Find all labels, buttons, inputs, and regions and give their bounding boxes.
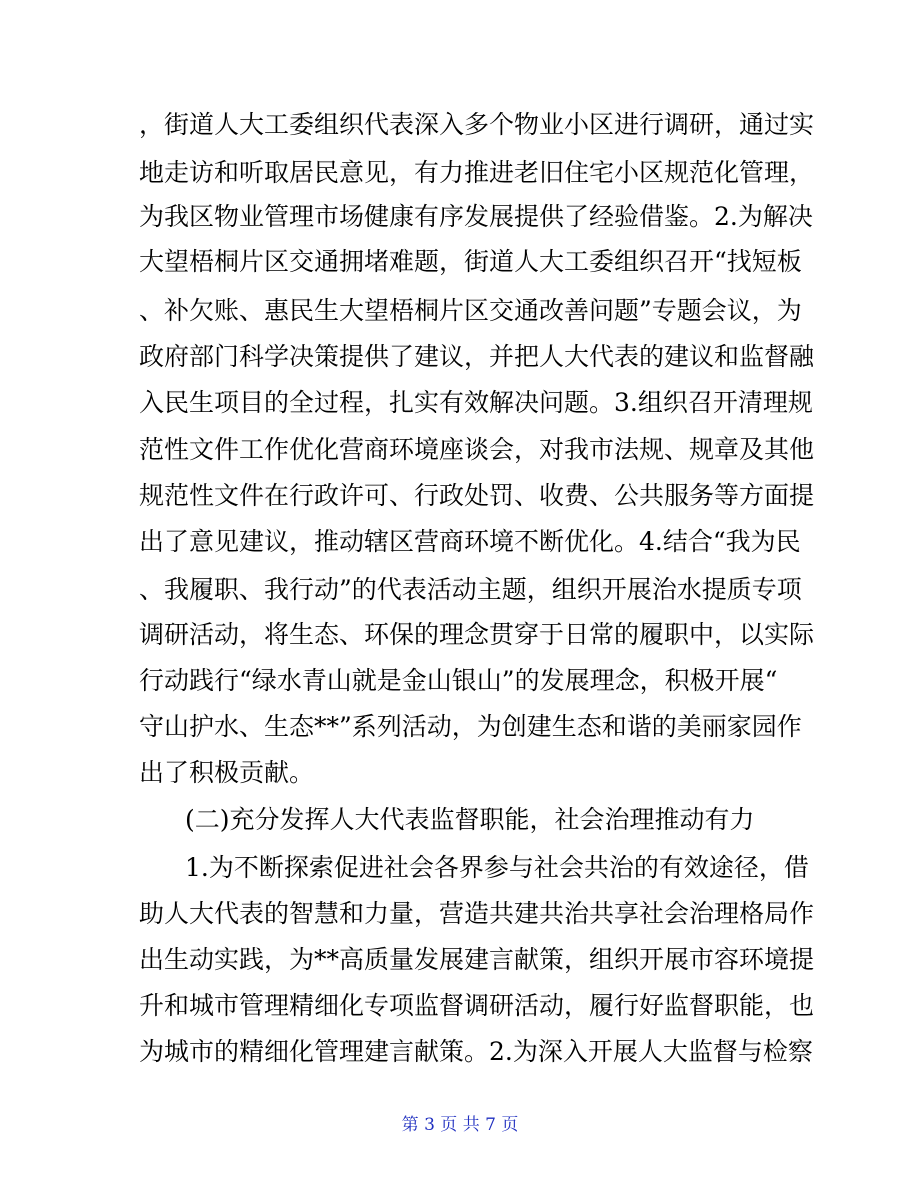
text-line: 为我区物业管理市场健康有序发展提供了经验借鉴。2.为解决 bbox=[139, 202, 813, 231]
text-line: 地走访和听取居民意见，有力推进老旧住宅小区规范化管理， bbox=[139, 158, 815, 187]
text-line: 出生动实践，为**高质量发展建言献策，组织开展市容环境提 bbox=[139, 945, 815, 974]
text-line: 范性文件工作优化营商环境座谈会，对我市法规、规章及其他 bbox=[139, 435, 815, 464]
text-line: 大望梧桐片区交通拥堵难题，街道人大工委组织召开“找短板 bbox=[139, 247, 802, 276]
text-line: 、补欠账、惠民生大望梧桐片区交通改善问题”专题会议，为 bbox=[139, 296, 802, 325]
text-line: ，街道人大工委组织代表深入多个物业小区进行调研，通过实 bbox=[139, 110, 815, 139]
text-line: 助人大代表的智慧和力量，营造共建共治共享社会治理格局作 bbox=[139, 899, 815, 928]
text-line: 守山护水、生态**”系列活动，为创建生态和谐的美丽家园作 bbox=[139, 712, 802, 741]
page-number-footer: 第 3 页 共 7 页 bbox=[401, 1115, 519, 1135]
text-line: 升和城市管理精细化专项监督调研活动，履行好监督职能，也 bbox=[139, 991, 815, 1020]
text-line: 规范性文件在行政许可、行政处罚、收费、公共服务等方面提 bbox=[139, 481, 815, 510]
text-line: 为城市的精细化管理建言献策。2.为深入开展人大监督与检察 bbox=[139, 1037, 813, 1066]
text-line: 出了积极贡献。 bbox=[139, 758, 315, 787]
text-line: 调研活动，将生态、环保的理念贯穿于日常的履职中，以实际 bbox=[139, 620, 815, 649]
text-line: 出了意见建议，推动辖区营商环境不断优化。4.结合“我为民 bbox=[139, 527, 801, 556]
text-line: 政府部门科学决策提供了建议，并把人大代表的建议和监督融 bbox=[139, 342, 815, 371]
text-line: 1.为不断探索促进社会各界参与社会共治的有效途径，借 bbox=[185, 853, 809, 882]
section-heading: (二)充分发挥人大代表监督职能，社会治理推动有力 bbox=[185, 805, 755, 834]
text-line: 、我履职、我行动”的代表活动主题，组织开展治水提质专项 bbox=[139, 575, 802, 604]
text-line: 入民生项目的全过程，扎实有效解决问题。3.组织召开清理规 bbox=[139, 388, 813, 417]
text-line: 行动践行“绿水青山就是金山银山”的发展理念，积极开展“ bbox=[139, 666, 778, 695]
